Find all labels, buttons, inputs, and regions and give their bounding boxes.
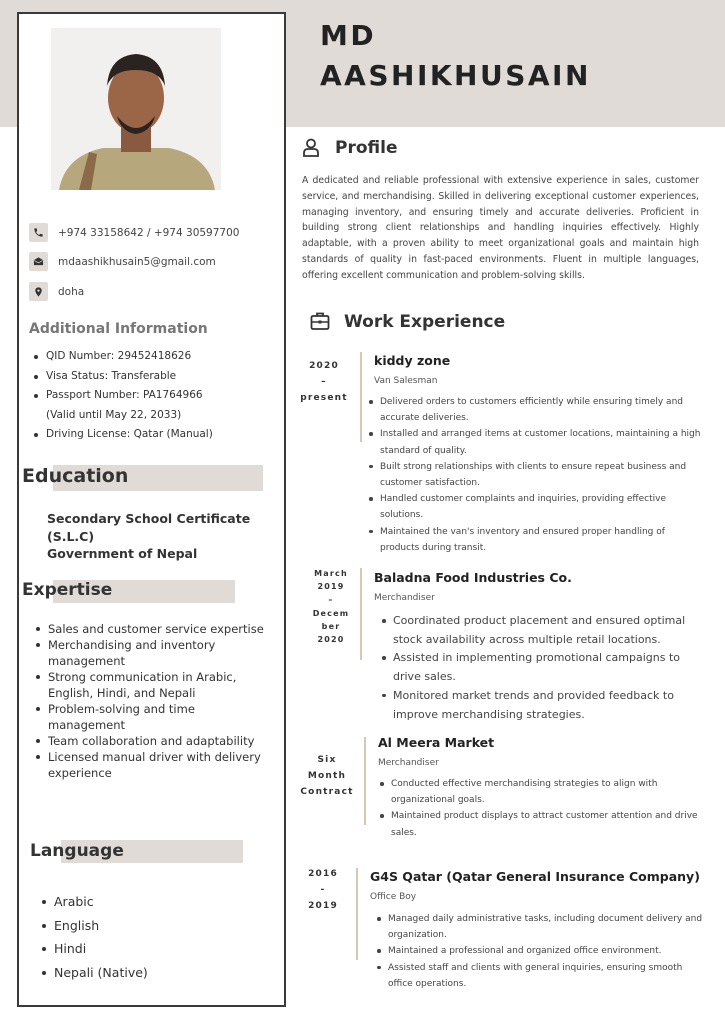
job-role: Van Salesman bbox=[374, 376, 438, 386]
job-date: Six Month Contract bbox=[300, 755, 354, 797]
additional-info-list bbox=[31, 347, 213, 445]
email-text: mdaashikhusain5@gmail.com bbox=[58, 255, 216, 268]
contact-email bbox=[29, 252, 216, 271]
profile-summary: A dedicated and reliable professional with extensive experience in sales, customer service, and merchandising. Skilled in delivering exceptional customer experiences, managing inventory, and ensuring timely and accurate deliveries. Proficient in building strong client relationships and handling inquiries effectively. Highly adaptable, with a proven ability to meet organizational goals and maintain high standards of quality in fast-paced environments. Fluent in multiple languages, offering excellent communication and problem-solving skills. bbox=[302, 175, 699, 281]
list-item: Delivered orders to customers efficiently while ensuring timely and accurate deliveries. bbox=[366, 394, 706, 426]
list-item: Merchandising and inventory management bbox=[33, 637, 273, 669]
list-item: (Valid until May 22, 2033) bbox=[46, 408, 182, 421]
list-item: Driving License: Qatar (Manual) bbox=[31, 425, 213, 445]
job-company: Baladna Food Industries Co. bbox=[374, 570, 572, 585]
job-date: 2020 – present bbox=[300, 361, 348, 403]
job-bullets bbox=[377, 776, 704, 841]
work-experience-heading: Work Experience bbox=[344, 312, 506, 332]
list-item: Monitored market trends and provided feedback to improve merchandising strategies. bbox=[379, 687, 697, 724]
job-role: Office Boy bbox=[370, 892, 417, 902]
list-item: Problem-solving and time management bbox=[33, 701, 273, 733]
list-item: Managed daily administrative tasks, including document delivery and organization. bbox=[374, 911, 704, 943]
list-item: Strong communication in Arabic, English, Hindi, and Nepali bbox=[33, 669, 273, 701]
location-pin-icon bbox=[29, 282, 48, 301]
job-date: 2016 - 2019 bbox=[308, 869, 338, 911]
mail-icon bbox=[29, 252, 48, 271]
list-item: Conducted effective merchandising strategies to align with organizational goals. bbox=[377, 776, 704, 808]
contact-location bbox=[29, 282, 84, 301]
phone-text: +974 33158642 / +974 30597700 bbox=[58, 226, 240, 239]
briefcase-icon bbox=[310, 311, 330, 331]
list-item: English bbox=[39, 914, 148, 938]
additional-info-heading: Additional Information bbox=[29, 321, 208, 337]
job-bullets bbox=[379, 612, 697, 724]
job-role: Merchandiser bbox=[374, 593, 435, 603]
list-item: Sales and customer service expertise bbox=[33, 621, 273, 637]
list-item: Passport Number: PA1764966 bbox=[31, 386, 213, 406]
list-item: Handled customer complaints and inquiries, providing effective solutions. bbox=[366, 491, 706, 523]
expertise-heading: Expertise bbox=[22, 580, 113, 600]
list-item: Assisted in implementing promotional campaigns to drive sales. bbox=[379, 649, 697, 686]
timeline-line bbox=[356, 868, 358, 960]
list-item: QID Number: 29452418626 bbox=[31, 347, 213, 367]
list-item: Built strong relationships with clients to ensure repeat business and customer satisfaction. bbox=[366, 459, 706, 491]
timeline-line bbox=[360, 568, 362, 660]
list-item: Maintained the van's inventory and ensured proper handling of products during transit. bbox=[366, 524, 706, 556]
person-icon bbox=[302, 138, 320, 157]
sidebar bbox=[17, 12, 286, 1007]
list-item: Arabic bbox=[39, 890, 148, 914]
list-item: Licensed manual driver with delivery experience bbox=[33, 749, 273, 781]
list-item: Maintained a professional and organized office environment. bbox=[374, 943, 704, 959]
education-heading: Education bbox=[22, 465, 129, 487]
location-text: doha bbox=[58, 285, 85, 298]
list-item: Visa Status: Transferable bbox=[31, 367, 213, 387]
list-item: Installed and arranged items at customer locations, maintaining a high standard of quality. bbox=[366, 426, 706, 458]
language-heading: Language bbox=[30, 841, 124, 861]
timeline-line bbox=[364, 737, 366, 825]
contact-phone bbox=[29, 223, 239, 242]
list-item: Hindi bbox=[39, 937, 148, 961]
language-list bbox=[39, 890, 148, 984]
job-company: kiddy zone bbox=[374, 353, 451, 368]
timeline-line bbox=[360, 352, 362, 442]
list-item: Team collaboration and adaptability bbox=[33, 733, 273, 749]
job-company: G4S Qatar (Qatar General Insurance Company) bbox=[370, 869, 700, 884]
job-role: Merchandiser bbox=[378, 758, 439, 768]
list-item: Coordinated product placement and ensured optimal stock availability across multiple retail locations. bbox=[379, 612, 697, 649]
job-company: Al Meera Market bbox=[378, 735, 495, 750]
list-item: Nepali (Native) bbox=[39, 961, 148, 985]
expertise-list bbox=[33, 621, 273, 781]
education-detail: Secondary School Certificate (S.L.C) Government of Nepal bbox=[47, 511, 251, 561]
job-date: March 2019 – Decem ber 2020 bbox=[312, 569, 350, 645]
job-bullets bbox=[366, 394, 706, 556]
profile-heading: Profile bbox=[335, 138, 398, 158]
list-item: Assisted staff and clients with general inquiries, ensuring smooth office operations. bbox=[374, 960, 704, 992]
job-bullets bbox=[374, 911, 704, 992]
candidate-name: MD AASHIKHUSAIN bbox=[320, 19, 591, 92]
profile-photo bbox=[51, 28, 221, 190]
list-item: Maintained product displays to attract customer attention and drive sales. bbox=[377, 808, 704, 840]
phone-icon bbox=[29, 223, 48, 242]
